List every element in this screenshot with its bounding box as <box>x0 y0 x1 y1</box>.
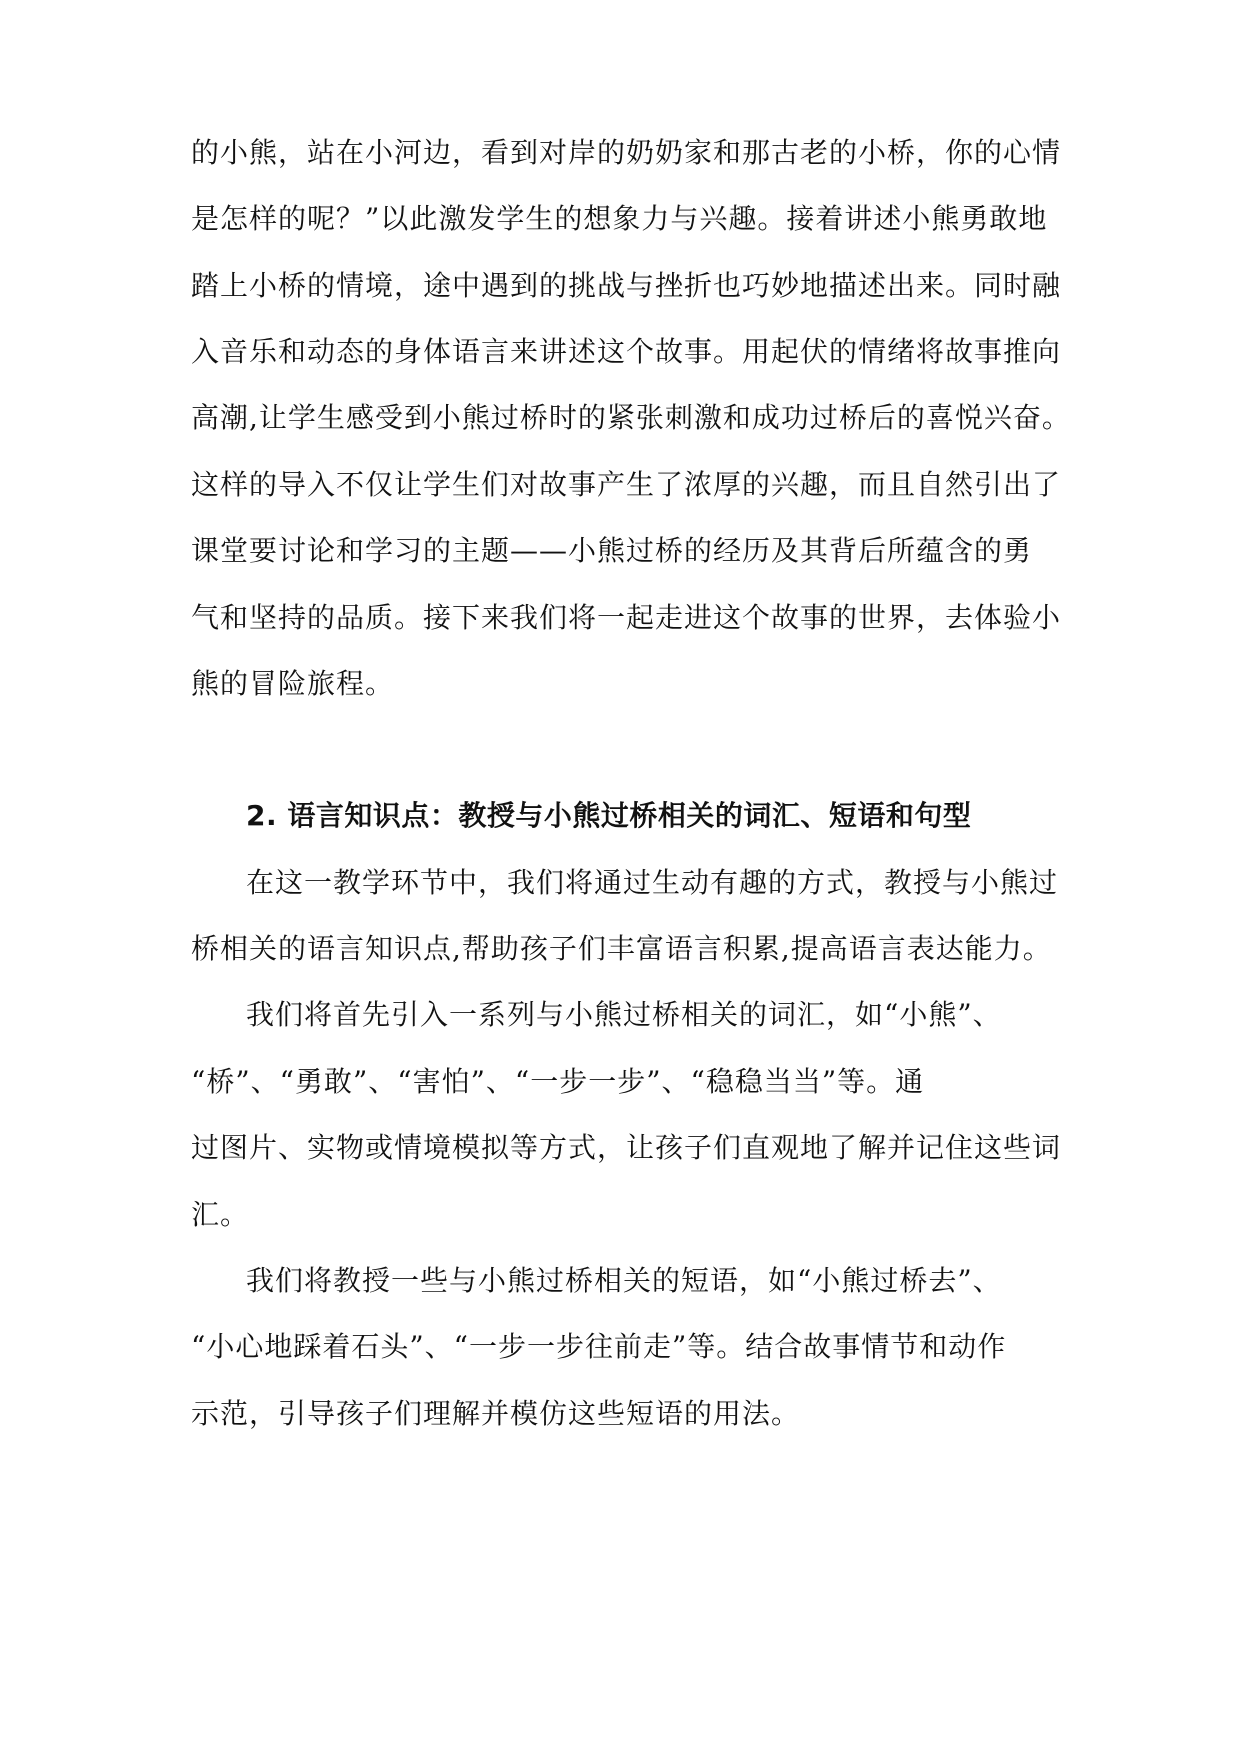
paragraph-3-line-1: 我们将教授一些与小熊过桥相关的短语，如“小熊过桥去”、 <box>246 1264 1002 1297</box>
intro-line-8: 气和坚持的品质。接下来我们将一起走进这个故事的世界，去体验小 <box>191 601 1062 634</box>
paragraph-1-line-1: 在这一教学环节中，我们将通过生动有趣的方式，教授与小熊过 <box>246 866 1059 899</box>
paragraph-2-line-4: 汇。 <box>191 1198 250 1231</box>
intro-line-6: 这样的导入不仅让学生们对故事产生了浓厚的兴趣，而且自然引出了 <box>191 468 1062 501</box>
section-heading: 2. 语言知识点：教授与小熊过桥相关的词汇、短语和句型 <box>246 799 972 832</box>
intro-line-2: 是怎样的呢？”以此激发学生的想象力与兴趣。接着讲述小熊勇敢地 <box>191 202 1048 235</box>
paragraph-2-line-2: “桥”、“勇敢”、“害怕”、“一步一步”、“稳稳当当”等。通 <box>191 1065 925 1098</box>
paragraph-2-line-1: 我们将首先引入一系列与小熊过桥相关的词汇，如“小熊”、 <box>246 998 1002 1031</box>
intro-line-5: 高潮,让学生感受到小熊过桥时的紧张刺激和成功过桥后的喜悦兴奋。 <box>191 401 1071 434</box>
paragraph-3-line-2: “小心地踩着石头”、“一步一步往前走”等。结合故事情节和动作 <box>191 1330 1007 1363</box>
paragraph-1-line-2: 桥相关的语言知识点,帮助孩子们丰富语言积累,提高语言表达能力。 <box>191 932 1052 965</box>
intro-line-7: 课堂要讨论和学习的主题——小熊过桥的经历及其背后所蕴含的勇 <box>191 534 1033 567</box>
intro-line-4: 入音乐和动态的身体语言来讲述这个故事。用起伏的情绪将故事推向 <box>191 335 1062 368</box>
intro-line-1: 的小熊，站在小河边，看到对岸的奶奶家和那古老的小桥，你的心情 <box>191 136 1062 169</box>
intro-line-3: 踏上小桥的情境，途中遇到的挑战与挫折也巧妙地描述出来。同时融 <box>191 269 1062 302</box>
intro-line-9: 熊的冒险旅程。 <box>191 667 395 700</box>
paragraph-2-line-3: 过图片、实物或情境模拟等方式，让孩子们直观地了解并记住这些词 <box>191 1131 1062 1164</box>
paragraph-3-line-3: 示范，引导孩子们理解并模仿这些短语的用法。 <box>191 1397 801 1430</box>
